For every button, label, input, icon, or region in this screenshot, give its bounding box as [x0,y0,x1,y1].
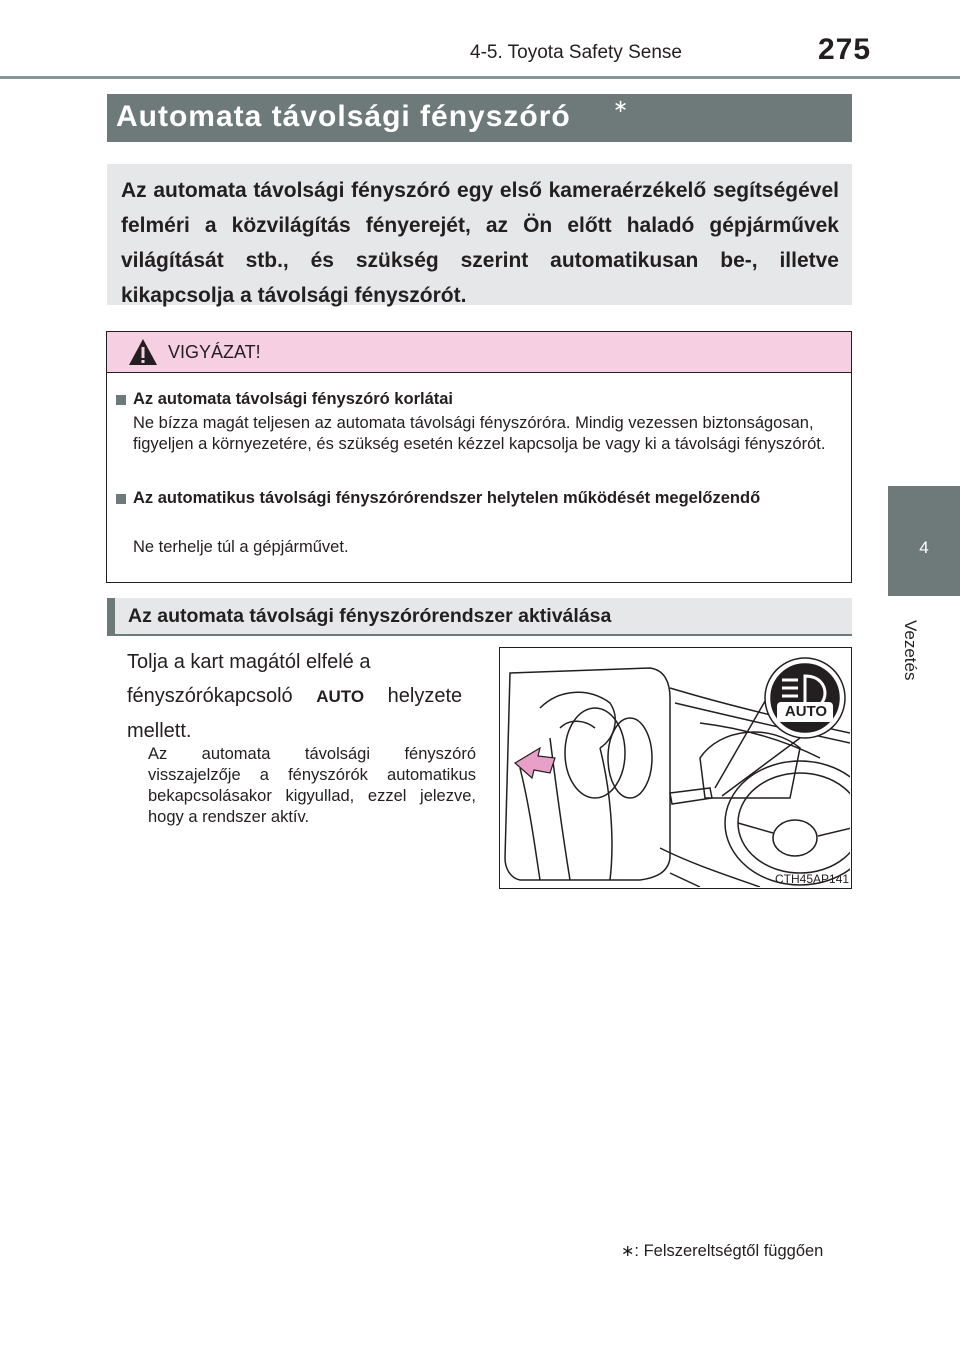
caution-item-body: Ne terhelje túl a gépjárművet. [133,538,349,556]
section-title: 4-5. Toyota Safety Sense [470,42,682,63]
caution-item-heading: Az automatikus távolsági fényszórórendszer helytelen működését megelőzendő [133,489,761,507]
steering-column-illustration [500,648,850,887]
chapter-label-wrap [882,620,942,730]
illustration-code: CTH45AP141 [775,872,850,886]
illustration-frame [499,647,852,889]
title-footnote-marker: ∗ [613,96,629,116]
caution-item-heading: Az automata távolsági fényszóró korlátai [133,390,454,408]
instruction-text [127,645,477,748]
warning-icon [128,338,158,366]
footnote-text: : Felszereltségtől függően [634,1242,824,1260]
instruction-part2: helyzete mellett. [127,685,463,742]
intro-text: Az automata távolsági fényszóró egy első kameraérzékelő segítségével felméri a közvilágítás fényerejét, az Ön előtt haladó gépjárművek világítását stb., és szükség szerint automatikusan be-, illetve kikapcsolja a távolsági fényszórót. [121,179,839,307]
footnote-marker: ∗ [621,1243,635,1260]
instruction-part1: Tolja a kart magától elfelé a fényszórókapcsoló [127,651,371,707]
header-divider [0,76,960,79]
caution-title: VIGYÁZAT! [168,342,261,362]
caution-item-body: Ne bízza magát teljesen az automata távolsági fényszóróra. Mindig vezessen biztonságosan, figyeljen a környezetére, és szükség esetén kézzel kapcsolja be vagy ki a távolsági fényszórót. [133,414,826,453]
subheading-accent [107,598,115,636]
note-text: Az automata távolsági fényszóró visszajelzője a fényszórók automatikus bekapcsolásakor kigyullad, ezzel jelezve, hogy a rendszer aktív. [148,745,476,826]
chapter-label: Vezetés [901,620,920,681]
auto-icon-label: AUTO [784,703,828,720]
auto-inline-icon: AUTO [316,687,365,706]
page-number: 275 [818,33,872,66]
bullet-square-icon [116,494,126,504]
bullet-square-icon [116,395,126,405]
footnote [621,1241,823,1261]
chapter-number: 4 [919,538,929,557]
page-title: Automata távolsági fényszóró [116,100,571,133]
subheading: Az automata távolsági fényszórórendszer aktiválása [128,605,612,627]
